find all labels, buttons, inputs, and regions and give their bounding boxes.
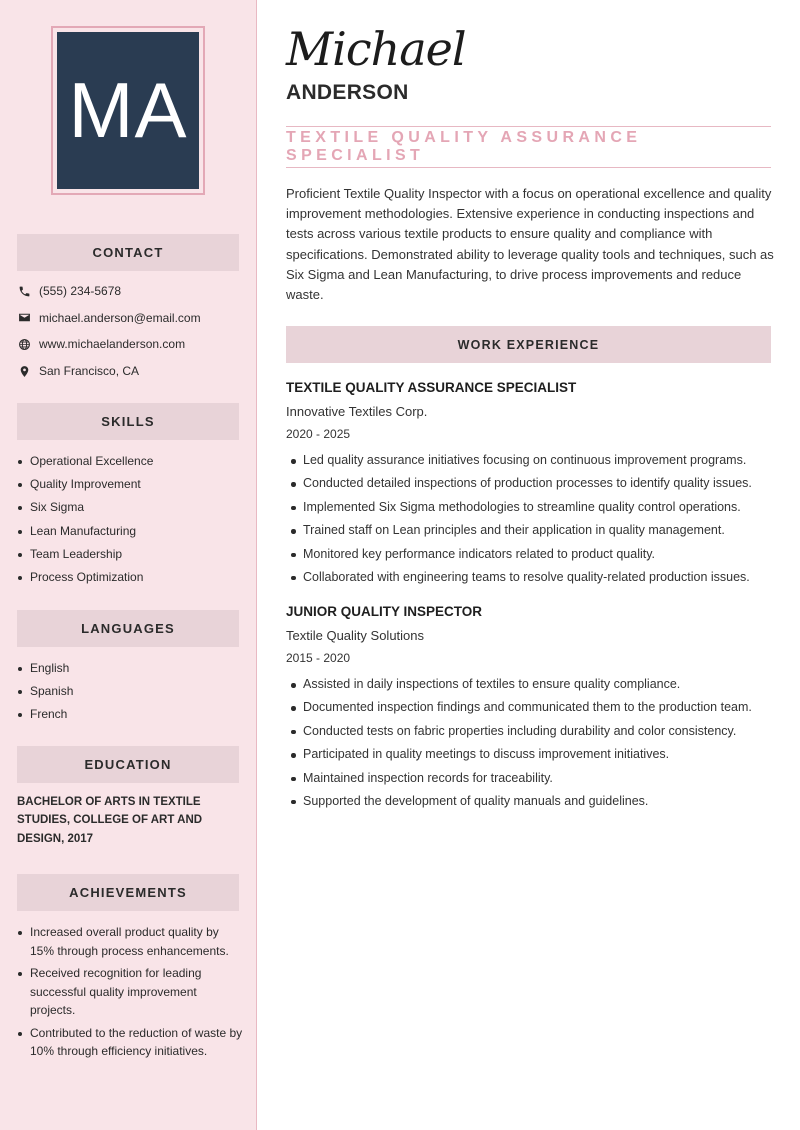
contact-location-text: San Francisco, CA: [39, 364, 140, 379]
job-duty-item: Supported the development of quality manuals and guidelines.: [286, 790, 776, 813]
language-item: Spanish: [17, 680, 243, 703]
job-duty-item: Led quality assurance initiatives focusing on continuous improvement programs.: [286, 449, 776, 472]
achievement-item: Received recognition for leading successful quality improvement projects.: [17, 964, 243, 1020]
skills-heading: SKILLS: [17, 403, 239, 440]
location-pin-icon: [17, 364, 31, 378]
mail-icon: [17, 311, 31, 325]
job-dates: 2020 - 2025: [286, 427, 351, 441]
skills-list: [17, 450, 243, 589]
job-duty-item: Implemented Six Sigma methodologies to streamline quality control operations.: [286, 496, 776, 519]
skill-item: Quality Improvement: [17, 473, 243, 496]
job-duties-list: [286, 449, 776, 589]
job-duty-item: Collaborated with engineering teams to resolve quality-related production issues.: [286, 566, 776, 589]
skill-item: Lean Manufacturing: [17, 520, 243, 543]
job-duty-item: Assisted in daily inspections of textiles to ensure quality compliance.: [286, 673, 776, 696]
job-title: TEXTILE QUALITY ASSURANCE SPECIALIST: [286, 380, 577, 395]
job-entry: [286, 379, 776, 589]
profile-summary: Proficient Textile Quality Inspector with a focus on operational excellence and quality improvement methodologies. Extensive experience in conducting inspections and tests across various textile products to ensure quality and compliance with specifications. Demonstrated ability to leverage quality tools and techniques, such as Six Sigma and Lean Manufacturing, to drive process improvements and reduce waste.: [286, 186, 774, 303]
contact-location: [17, 358, 247, 385]
achievements-list: [17, 923, 243, 1065]
skill-item: Team Leadership: [17, 543, 243, 566]
languages-heading: LANGUAGES: [17, 610, 239, 647]
phone-icon: [17, 284, 31, 298]
job-company: Textile Quality Solutions: [286, 628, 425, 643]
contact-email: [17, 305, 247, 332]
contact-website: [17, 331, 247, 358]
job-dates: 2015 - 2020: [286, 651, 351, 665]
skill-item: Six Sigma: [17, 496, 243, 519]
globe-icon: [17, 337, 31, 351]
job-company: Innovative Textiles Corp.: [286, 404, 428, 419]
monogram: MA: [57, 32, 199, 189]
language-item: French: [17, 703, 243, 726]
achievement-item: Contributed to the reduction of waste by 10% through efficiency initiatives.: [17, 1024, 243, 1061]
contact-phone: [17, 278, 247, 305]
monogram-frame: [51, 26, 205, 195]
contact-list: [17, 278, 247, 384]
language-item: English: [17, 657, 243, 680]
job-entry: [286, 603, 776, 813]
achievement-item: Increased overall product quality by 15% through process enhancements.: [17, 923, 243, 960]
job-title-banner: TEXTILE QUALITY ASSURANCE SPECIALIST: [286, 126, 771, 168]
last-name: ANDERSON: [286, 81, 409, 104]
job-duties-list: [286, 673, 776, 813]
languages-list: [17, 657, 243, 727]
education-degree: BACHELOR OF ARTS IN TEXTILE STUDIES, COLLEGE OF ART AND DESIGN, 2017: [17, 796, 203, 845]
skill-item: Operational Excellence: [17, 450, 243, 473]
education-heading: EDUCATION: [17, 746, 239, 783]
job-duty-item: Monitored key performance indicators related to product quality.: [286, 543, 776, 566]
contact-website-text: www.michaelanderson.com: [39, 337, 186, 352]
job-duty-item: Maintained inspection records for traceability.: [286, 767, 776, 790]
job-title: JUNIOR QUALITY INSPECTOR: [286, 604, 483, 619]
achievements-heading: ACHIEVEMENTS: [17, 874, 239, 911]
job-duty-item: Conducted detailed inspections of production processes to identify quality issues.: [286, 472, 776, 495]
skill-item: Process Optimization: [17, 566, 243, 589]
job-duty-item: Trained staff on Lean principles and their application in quality management.: [286, 519, 776, 542]
job-duty-item: Participated in quality meetings to discuss improvement initiatives.: [286, 743, 776, 766]
contact-phone-text: (555) 234-5678: [39, 284, 122, 299]
job-duty-item: Conducted tests on fabric properties including durability and color consistency.: [286, 720, 776, 743]
contact-heading: CONTACT: [17, 234, 239, 271]
job-duty-item: Documented inspection findings and communicated them to the production team.: [286, 696, 776, 719]
contact-email-text: michael.anderson@email.com: [39, 310, 201, 325]
sidebar: [0, 0, 257, 1130]
work-experience-heading: WORK EXPERIENCE: [286, 326, 771, 363]
first-name: Michael: [286, 22, 466, 76]
